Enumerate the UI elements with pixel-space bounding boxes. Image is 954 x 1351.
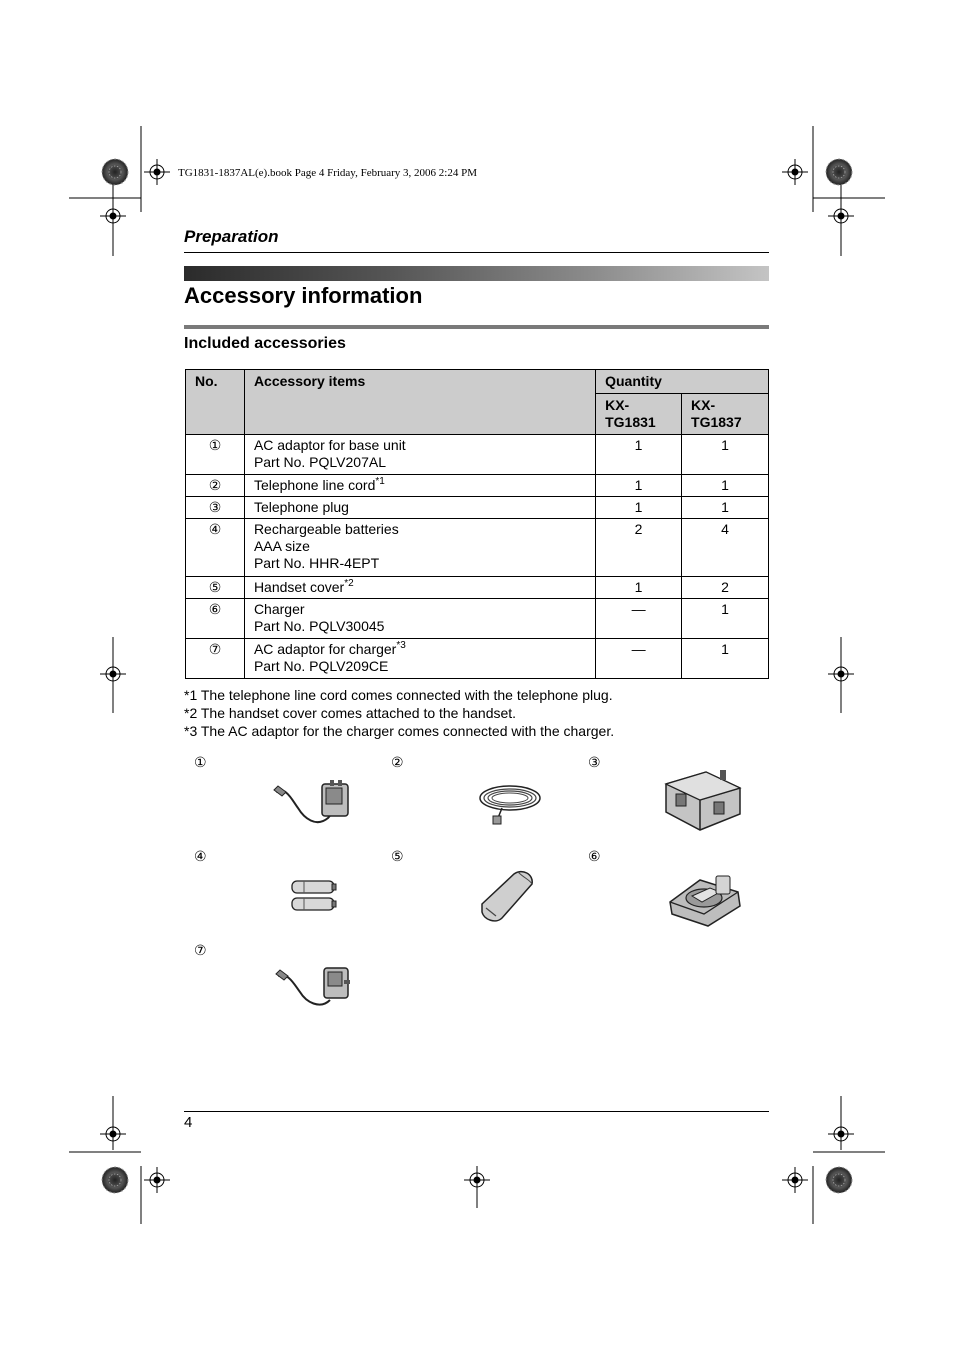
header-model-2: KX- TG1837	[682, 394, 769, 435]
figure-label: ⑥	[588, 848, 601, 864]
row-qty-tg1831: 1	[596, 435, 682, 475]
row-qty-tg1837: 2	[682, 577, 769, 599]
row-number: ⑥	[186, 599, 245, 639]
telephone-plug-icon	[658, 766, 748, 838]
header-model-1: KX- TG1831	[596, 394, 682, 435]
table-row	[186, 599, 769, 639]
row-qty-tg1837: 1	[682, 497, 769, 519]
footer-rule	[184, 1111, 769, 1112]
subsection-title: Included accessories	[184, 335, 346, 352]
figure-label: ①	[194, 754, 207, 770]
section-rule	[184, 252, 769, 253]
table-row	[186, 475, 769, 497]
accessories-table	[185, 369, 769, 679]
row-number: ⑤	[186, 577, 245, 599]
row-qty-tg1831: —	[596, 599, 682, 639]
footnote-ref: *1	[375, 476, 385, 487]
header-accessory-items: Accessory items	[244, 370, 595, 435]
footnote-ref: *3	[396, 640, 406, 651]
footnote-ref: *2	[344, 578, 354, 589]
row-number: ③	[186, 497, 245, 519]
row-item: Telephone plug	[244, 497, 595, 519]
charger-icon	[664, 866, 744, 928]
section-label: Preparation	[184, 227, 279, 246]
header-quantity: Quantity	[596, 370, 769, 394]
page-title: Accessory information	[184, 283, 423, 308]
header-no: No.	[186, 370, 245, 435]
row-number: ⑦	[186, 639, 245, 679]
telephone-line-cord-icon	[472, 780, 544, 826]
ac-adaptor-charger-icon	[270, 964, 358, 1014]
row-qty-tg1831: 1	[596, 475, 682, 497]
row-number: ②	[186, 475, 245, 497]
footnote: *2 The handset cover comes attached to the handset.	[184, 705, 517, 721]
row-number: ④	[186, 519, 245, 577]
figure-label: ⑦	[194, 942, 207, 958]
footnote: *1 The telephone line cord comes connected with the telephone plug.	[184, 687, 613, 703]
row-item: Rechargeable batteries AAA size Part No. HHR-4EPT	[244, 519, 595, 577]
row-item: AC adaptor for charger$^{*3}$ Part No. PQLV209CE	[244, 639, 595, 679]
row-item: Handset cover$^{*2}$	[244, 577, 595, 599]
table-row	[186, 519, 769, 577]
row-qty-tg1837: 1	[682, 435, 769, 475]
row-qty-tg1831: 1	[596, 497, 682, 519]
figure-label: ⑤	[391, 848, 404, 864]
row-qty-tg1831: 2	[596, 519, 682, 577]
row-qty-tg1837: 1	[682, 639, 769, 679]
print-header: TG1831-1837AL(e).book Page 4 Friday, February 3, 2006 2:24 PM	[178, 167, 477, 179]
page-number: 4	[184, 1114, 193, 1131]
figure-label: ③	[588, 754, 601, 770]
row-qty-tg1831: —	[596, 639, 682, 679]
row-number: ①	[186, 435, 245, 475]
ac-adaptor-icon	[268, 778, 358, 832]
title-gradient-bar	[184, 266, 769, 281]
table-header-row	[186, 370, 769, 394]
table-row	[186, 577, 769, 599]
figure-label: ④	[194, 848, 207, 864]
title-rule	[184, 325, 769, 329]
row-qty-tg1831: 1	[596, 577, 682, 599]
table-row	[186, 639, 769, 679]
row-item: AC adaptor for base unit Part No. PQLV207AL	[244, 435, 595, 475]
row-qty-tg1837: 4	[682, 519, 769, 577]
row-item: Charger Part No. PQLV30045	[244, 599, 595, 639]
row-qty-tg1837: 1	[682, 599, 769, 639]
batteries-icon	[288, 878, 340, 914]
footnotes	[184, 686, 614, 740]
handset-cover-icon	[474, 868, 540, 924]
row-item: Telephone line cord$^{*1}$	[244, 475, 595, 497]
figure-label: ②	[391, 754, 404, 770]
row-qty-tg1837: 1	[682, 475, 769, 497]
table-row	[186, 435, 769, 475]
table-row	[186, 497, 769, 519]
footnote: *3 The AC adaptor for the charger comes connected with the charger.	[184, 723, 615, 739]
